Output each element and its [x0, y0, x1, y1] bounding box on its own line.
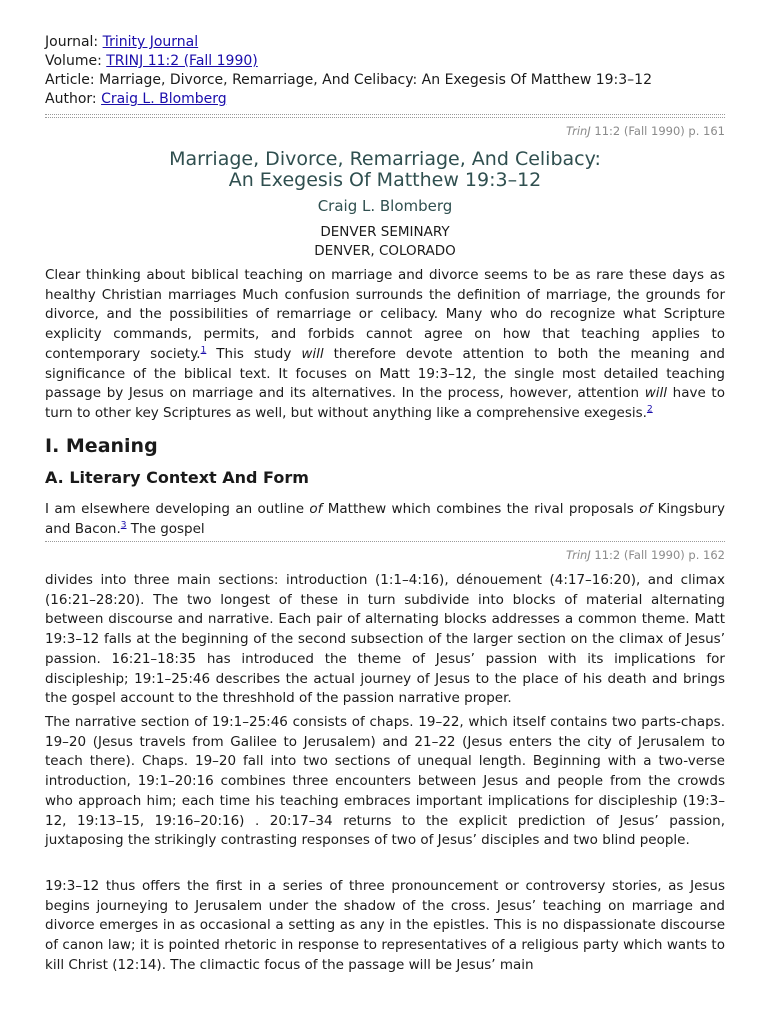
subsection-heading-literary-context: A. Literary Context And Form [45, 468, 309, 487]
paragraph-intro: Clear thinking about biblical teaching on marriage and divorce seems to be as rare these days as healthy Christian marriages Much confusion surrounds the definition of marriage, the grounds for divorce, and the possibilities of remarriage or celibacy. Many who do recognize what Scripture explicity commands, permits, and forbids cannot agree on how that teaching applies to contemporary society.$^1$ This study will therefore devote attention to both the meaning and significance of the biblical text. It focuses on Matt 19:3–12, the single most detailed teaching passage by Jesus on marriage and its alternatives. In the process, however, attention will have to turn to other key Scriptures as well, but without anything like a comprehensive exegesis.$^2$ [45, 267, 725, 421]
footnote-link-3[interactable]: 3 [120, 520, 127, 531]
page-reference-161: TrinJ 11:2 (Fall 1990) p. 161 [566, 124, 725, 138]
byline: Craig L. Blomberg [317, 197, 453, 215]
article-metadata [45, 33, 652, 109]
author-link[interactable]: Craig L. Blomberg [101, 91, 227, 107]
author-line: Author: Craig L. Blomberg [45, 91, 227, 107]
institution: DENVER SEMINARY DENVER, COLORADO [314, 224, 456, 259]
page-title: Marriage, Divorce, Remarriage, And Celibacy: An Exegesis Of Matthew 19:3–12 [169, 148, 601, 191]
paragraph-structure: divides into three main sections: introduction (1:1–4:16), dénouement (4:17–16:20), and climax (16:21–28:20). The two longest of these in turn subdivide into blocks of material alternating between discourse and narrative. Each pair of alternating blocks addresses a common theme. Matt 19:3–12 falls at the beginning of the second subsection of the larger section on the climax of Jesus’ passion. 16:21–18:35 has introduced the theme of Jesus’ passion with its implications for discipleship; 19:1–25:46 describes the actual journey of Jesus to the place of his death and brings the gospel account to the threshhold of the passion narrative proper. [45, 572, 725, 707]
footnote-link-1[interactable]: 1 [200, 345, 207, 356]
volume-line: Volume: TRINJ 11:2 (Fall 1990) [45, 53, 258, 69]
journal-line: Journal: Trinity Journal [45, 34, 199, 50]
page-break-divider [45, 541, 725, 542]
journal-link[interactable]: Trinity Journal [102, 34, 199, 50]
article-title: Marriage, Divorce, Remarriage, And Celibacy: An Exegesis Of Matthew 19:3–12 [99, 72, 652, 88]
footnote-link-2[interactable]: 2 [646, 404, 653, 415]
paragraph-outline: I am elsewhere developing an outline of Matthew which combines the rival proposals of Kingsbury and Bacon.$^3$ The gospel [45, 501, 726, 537]
paragraph-narrative-section: The narrative section of 19:1–25:46 consists of chaps. 19–22, which itself contains two parts-chaps. 19–20 (Jesus travels from Galilee to Jerusalem) and 21–22 (Jesus enters the city of Jerusalem to teach there). Chaps. 19–20 fall into two sections of unequal length. Beginning with a two-verse introduction, 19:1–20:16 combines three encounters between Jesus and people from the crowds who approach him; each time his teaching embraces important implications for discipleship (19:3–12, 19:13–15, 19:16–20:16) . 20:17–34 returns to the explicit prediction of Jesus’ passion, juxtaposing the strikingly contrasting responses of two of Jesus’ disciples and two blind people. [45, 714, 725, 849]
article-line: Article: Marriage, Divorce, Remarriage, And Celibacy: An Exegesis Of Matthew 19:3–12 [45, 72, 652, 88]
volume-link[interactable]: TRINJ 11:2 (Fall 1990) [106, 53, 258, 69]
header-divider [45, 114, 725, 118]
page-reference-162: TrinJ 11:2 (Fall 1990) p. 162 [566, 548, 725, 562]
paragraph-pronouncement-stories: 19:3–12 thus offers the first in a series of three pronouncement or controversy stories, as Jesus begins journeying to Jerusalem under the shadow of the cross. Jesus’ teaching on marriage and divorce emerges in as occasional a setting as any in the epistles. This is no dispassionate discourse of canon law; it is pointed rhetoric in response to representatives of a religious party which wants to kill Christ (12:14). The climactic focus of the passage will be Jesus’ main [45, 878, 725, 973]
section-heading-meaning: I. Meaning [45, 435, 158, 457]
